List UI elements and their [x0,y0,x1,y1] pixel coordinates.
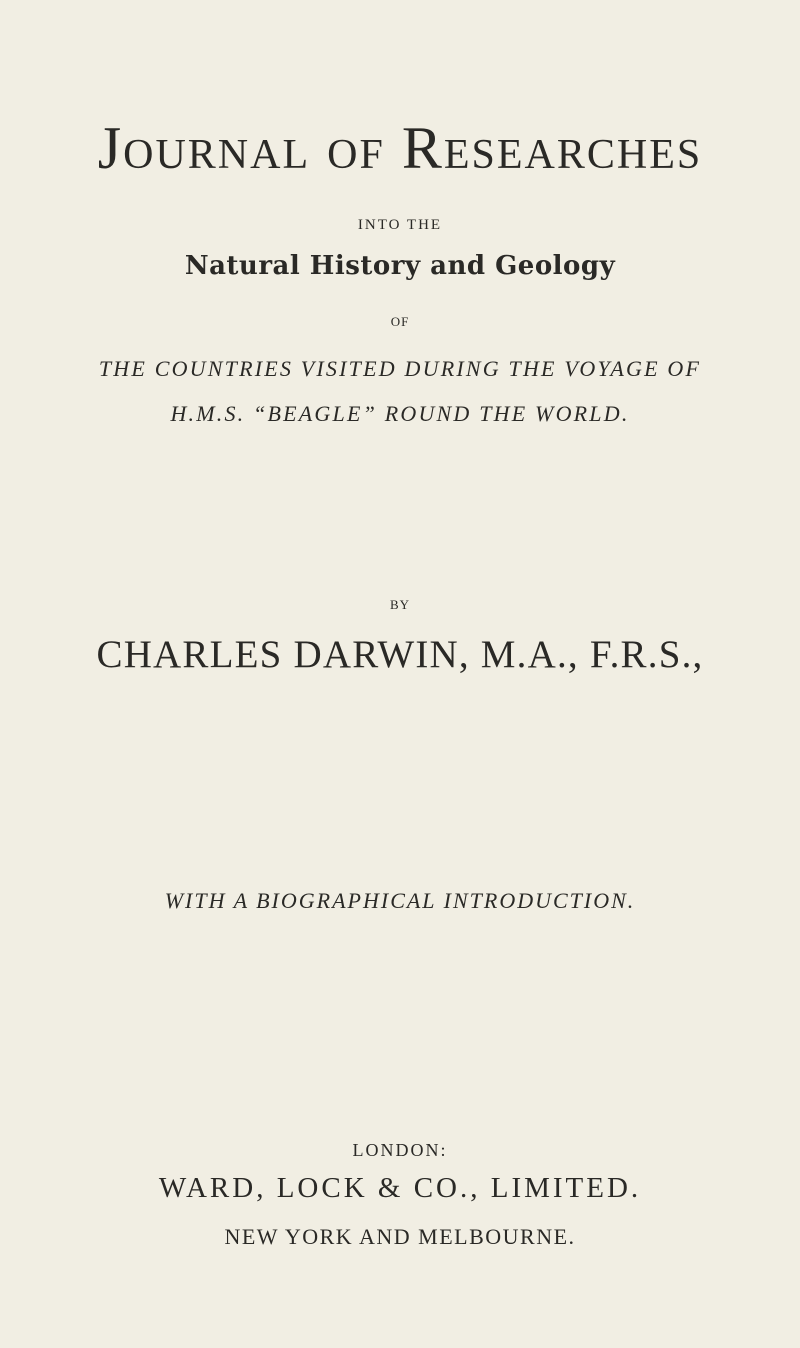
publisher-cities: NEW YORK AND MELBOURNE. [224,1224,576,1249]
countries-line: THE COUNTRIES VISITED DURING THE VOYAGE OF [98,356,702,381]
of-text: OF [390,314,410,329]
subject-text: Natural History and Geology [184,251,616,281]
introduction-line: WITH A BIOGRAPHICAL INTRODUCTION. [164,888,636,913]
book-title: Journal of Researches [97,115,703,181]
into-the-text: INTO THE [357,217,443,233]
author-name: CHARLES DARWIN, M.A., F.R.S., [96,633,704,676]
ship-line: H.M.S. “BEAGLE” ROUND THE WORLD. [170,401,630,426]
by-text: BY [389,597,411,612]
publication-place: LONDON: [352,1140,448,1160]
publisher-name: WARD, LOCK & CO., LIMITED. [158,1172,642,1204]
